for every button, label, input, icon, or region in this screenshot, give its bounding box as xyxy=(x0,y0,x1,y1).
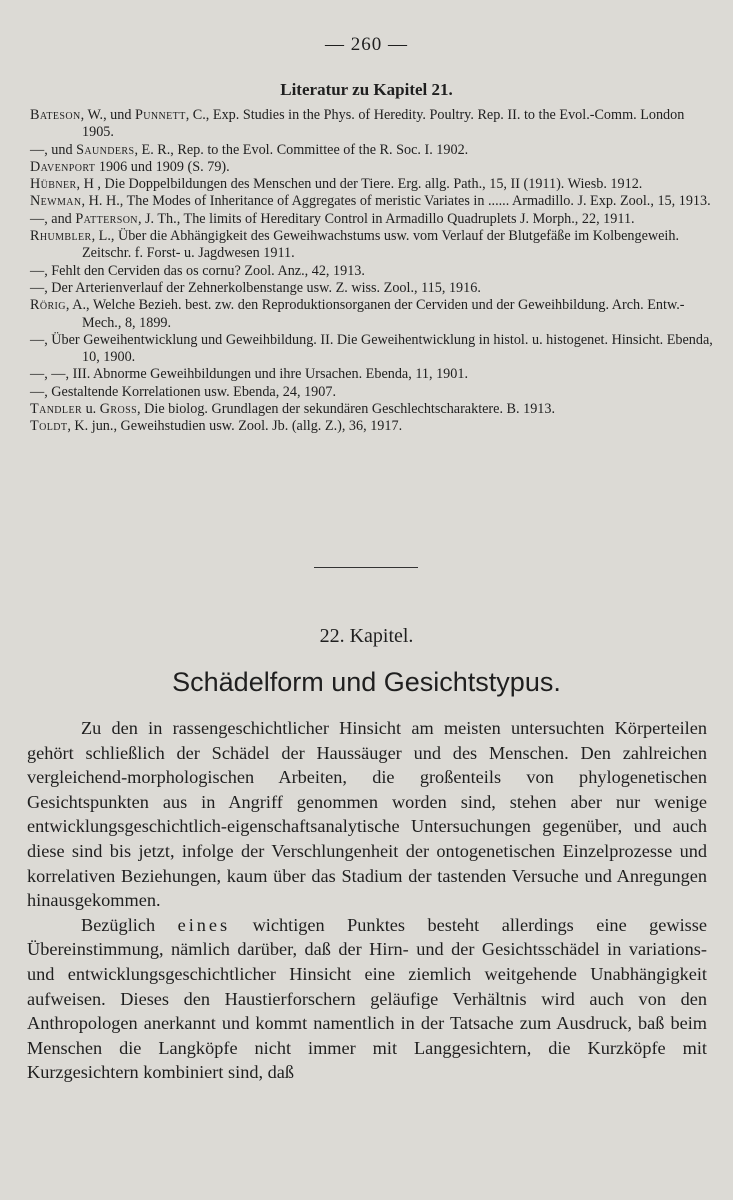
reference-text: , E. R., Rep. to the Evol. Committee of the R. Soc. I. 1902. xyxy=(134,141,469,158)
reference-entry xyxy=(30,384,715,401)
reference-text: , Die biolog. Grundlagen der sekundären Geschlechtscharaktere. B. 1913. xyxy=(137,401,556,418)
chapter-title: Schädelform und Gesichtstypus. xyxy=(172,667,561,697)
reference-list xyxy=(30,107,715,436)
reference-author: Bateson xyxy=(30,107,81,123)
reference-entry xyxy=(30,280,715,297)
reference-author: Toldt xyxy=(30,418,68,435)
reference-text: , W., und xyxy=(80,107,136,123)
reference-text: , L., Über die Abhängigkeit des Geweihwachstums usw. vom Verlauf der Blutgefäße im Kolbengeweih. Zeitschr. f. Forst- u. Jagdwesen 1911. xyxy=(82,228,680,262)
paragraph xyxy=(27,913,707,1085)
reference-text: , K. jun., Geweihstudien usw. Zool. Jb. (allg. Z.), 36, 1917. xyxy=(67,418,403,435)
reference-text: —, and xyxy=(30,210,76,227)
reference-text: , H. H., The Modes of Inheritance of Aggregates of meristic Variates in ...... Armadillo. J. Exp. Zool., 15, 1913. xyxy=(81,193,711,210)
reference-entry xyxy=(30,401,715,418)
reference-entry xyxy=(30,211,715,228)
paragraph: Zu den in rassengeschichtlicher Hinsicht am meisten untersuchten Körperteilen gehört schließlich der Schädel der Haussäuger und des Menschen. Den zahlreichen vergleichend-morphologischen Arbeiten, die großenteils von phylogenetischen Gesichtspunkten aus in Angriff genommen worden sind, stehen aber nur wenige entwicklungsgeschichtlich-eigenschaftsanalytische Untersuchungen gegenüber, und auch diese sind bis jetzt, infolge der Verschlungenheit der ontogenetischen Einzelprozesse und korrelativen Beziehungen, kaum über das Stadium der tastenden Versuche und Anregungen hinausgekommen. xyxy=(27,718,707,911)
paragraph-text: Bezüglich xyxy=(81,914,178,935)
reference-text: u. xyxy=(82,401,100,418)
reference-author: Rörig xyxy=(30,297,66,314)
paragraph-text: wichtigen Punktes besteht allerdings eine gewisse Übereinstimmung, nämlich darüber, daß der Hirn- und der Gesichtsschädel in variations- und entwicklungsgeschichtlicher Hinsicht eine ziemlich weitgehende Unabhängigkeit aufweisen. Dieses den Haustierforschern geläufige Verhältnis wird auch von den Anthropologen anerkannt und kommt namentlich in der Tatsache zum Ausdruck, baß beim Menschen die Langköpfe nicht immer mit Langgesichtern, die Kurzköpfe mit Kurzgesichtern kombiniert sind, daß xyxy=(27,914,708,1083)
reference-text: —, —, III. Abnorme Geweihbildungen und ihre Ursachen. Ebenda, 11, 1901. xyxy=(30,366,468,383)
reference-entry xyxy=(30,366,715,383)
reference-text: —, Fehlt den Cerviden das os cornu? Zool. Anz., 42, 1913. xyxy=(30,262,365,279)
page-number: — 260 — xyxy=(325,34,408,55)
chapter-body xyxy=(27,716,707,1085)
chapter-number: 22. Kapitel. xyxy=(319,625,414,647)
reference-entry xyxy=(30,159,715,176)
reference-author: Punnett xyxy=(135,107,186,123)
reference-text: , C., Exp. Studies in the Phys. of Heredity. Poultry. Rep. II. to the Evol.-Comm. London 1905. xyxy=(82,107,685,141)
reference-author: Saunders xyxy=(76,141,135,158)
reference-text: —, Über Geweihentwicklung und Geweihbildung. II. Die Geweihentwicklung in histol. u. histogenet. Hinsicht. Ebenda, 10, 1900. xyxy=(30,331,713,366)
reference-entry xyxy=(30,418,715,435)
reference-entry xyxy=(30,142,715,159)
reference-text: , A., Welche Bezieh. best. zw. den Reproduktionsorganen der Cerviden und der Geweihbildung. Arch. Entw.-Mech., 8, 1899. xyxy=(65,297,685,331)
emphasized-word: eines xyxy=(177,914,231,935)
reference-author: Patterson xyxy=(75,210,138,227)
reference-entry xyxy=(30,228,715,263)
reference-author: Davenport xyxy=(30,158,96,175)
reference-entry xyxy=(30,297,715,332)
reference-text: 1906 und 1909 (S. 79). xyxy=(95,158,230,175)
reference-entry xyxy=(30,107,715,142)
reference-text: , H , Die Doppelbildungen des Menschen und der Tiere. Erg. allg. Path., 15, II (1911). Wiesb. 1912. xyxy=(76,176,643,193)
literature-heading: Literatur zu Kapitel 21. xyxy=(280,80,453,99)
reference-text: —, Gestaltende Korrelationen usw. Ebenda, 24, 1907. xyxy=(30,383,337,400)
reference-entry xyxy=(30,193,715,210)
reference-author: Tandler xyxy=(30,401,83,418)
reference-text: , J. Th., The limits of Hereditary Control in Armadillo Quadruplets J. Morph., 22, 1911. xyxy=(137,210,635,227)
reference-author: Rhumbler xyxy=(30,228,92,245)
reference-text: —, Der Arterienverlauf der Zehnerkolbenstange usw. Z. wiss. Zool., 115, 1916. xyxy=(30,279,481,296)
reference-entry xyxy=(30,332,715,367)
section-divider xyxy=(314,567,418,568)
reference-text: —, und xyxy=(30,141,77,158)
reference-author: Newman xyxy=(30,193,82,210)
reference-entry xyxy=(30,263,715,280)
reference-entry xyxy=(30,176,715,193)
reference-author: Gross xyxy=(99,401,138,418)
reference-author: Hübner xyxy=(30,176,77,193)
